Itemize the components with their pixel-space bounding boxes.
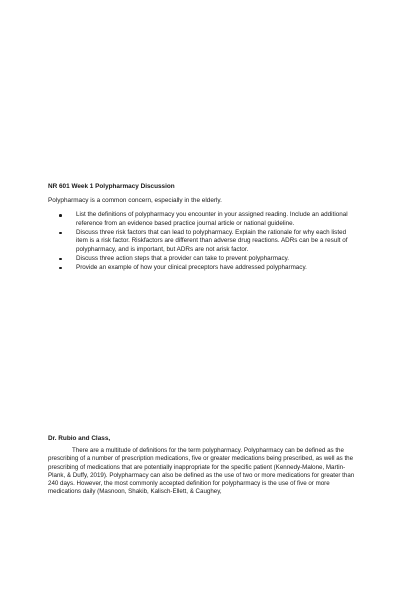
response-greeting: Dr. Rubio and Class,: [48, 435, 111, 442]
bullet-item: [48, 211, 358, 228]
prompt-bullet-list: [48, 211, 358, 273]
bullet-dot-icon: [59, 232, 62, 235]
bullet-dot-icon: [59, 214, 62, 217]
bullet-item: [48, 264, 358, 273]
bullet-dot-icon: [59, 258, 62, 261]
intro-text: Polypharmacy is a common concern, especially in the elderly.: [48, 197, 222, 204]
bullet-text: Provide an example of how your clinical preceptors have addressed polypharmacy.: [76, 263, 307, 271]
bullet-item: [48, 229, 358, 255]
bullet-text: List the definitions of polypharmacy you encounter in your assigned reading. Include an additional reference from an evidence based practice journal article or national guideline.: [76, 211, 348, 227]
bullet-dot-icon: [59, 267, 62, 270]
bullet-text: Discuss three risk factors that can lead to polypharmacy. Explain the rationale for why each listed item is a risk factor. Riskfactors are different than adverse drug reactions. ADRs can be a result of polypharmacy, and is important, but ADRs are not arisk factor.: [76, 228, 348, 253]
bullet-text: Discuss three action steps that a provider can take to prevent polypharmacy.: [76, 254, 290, 262]
response-paragraph: There are a multitude of definitions for the term polypharmacy. Polypharmacy can be defined as the prescribing of a number of prescription medications, five or greater medications being prescribed, as well as the prescribing of medications that are potentially inappropriate for the specific patient (Kennedy-Malone, Martin-Plank, & Duffy, 2019). Polypharmacy can also be defined as the use of two or more medications for greater than 240 days. However, the most commonly accepted definition for polypharmacy is the use of five or more medications daily (Masnoon, Shakib, Kalisch-Ellett, & Caughey,: [48, 447, 355, 496]
document-title: NR 601 Week 1 Polypharmacy Discussion: [48, 183, 175, 190]
bullet-item: [48, 255, 358, 264]
